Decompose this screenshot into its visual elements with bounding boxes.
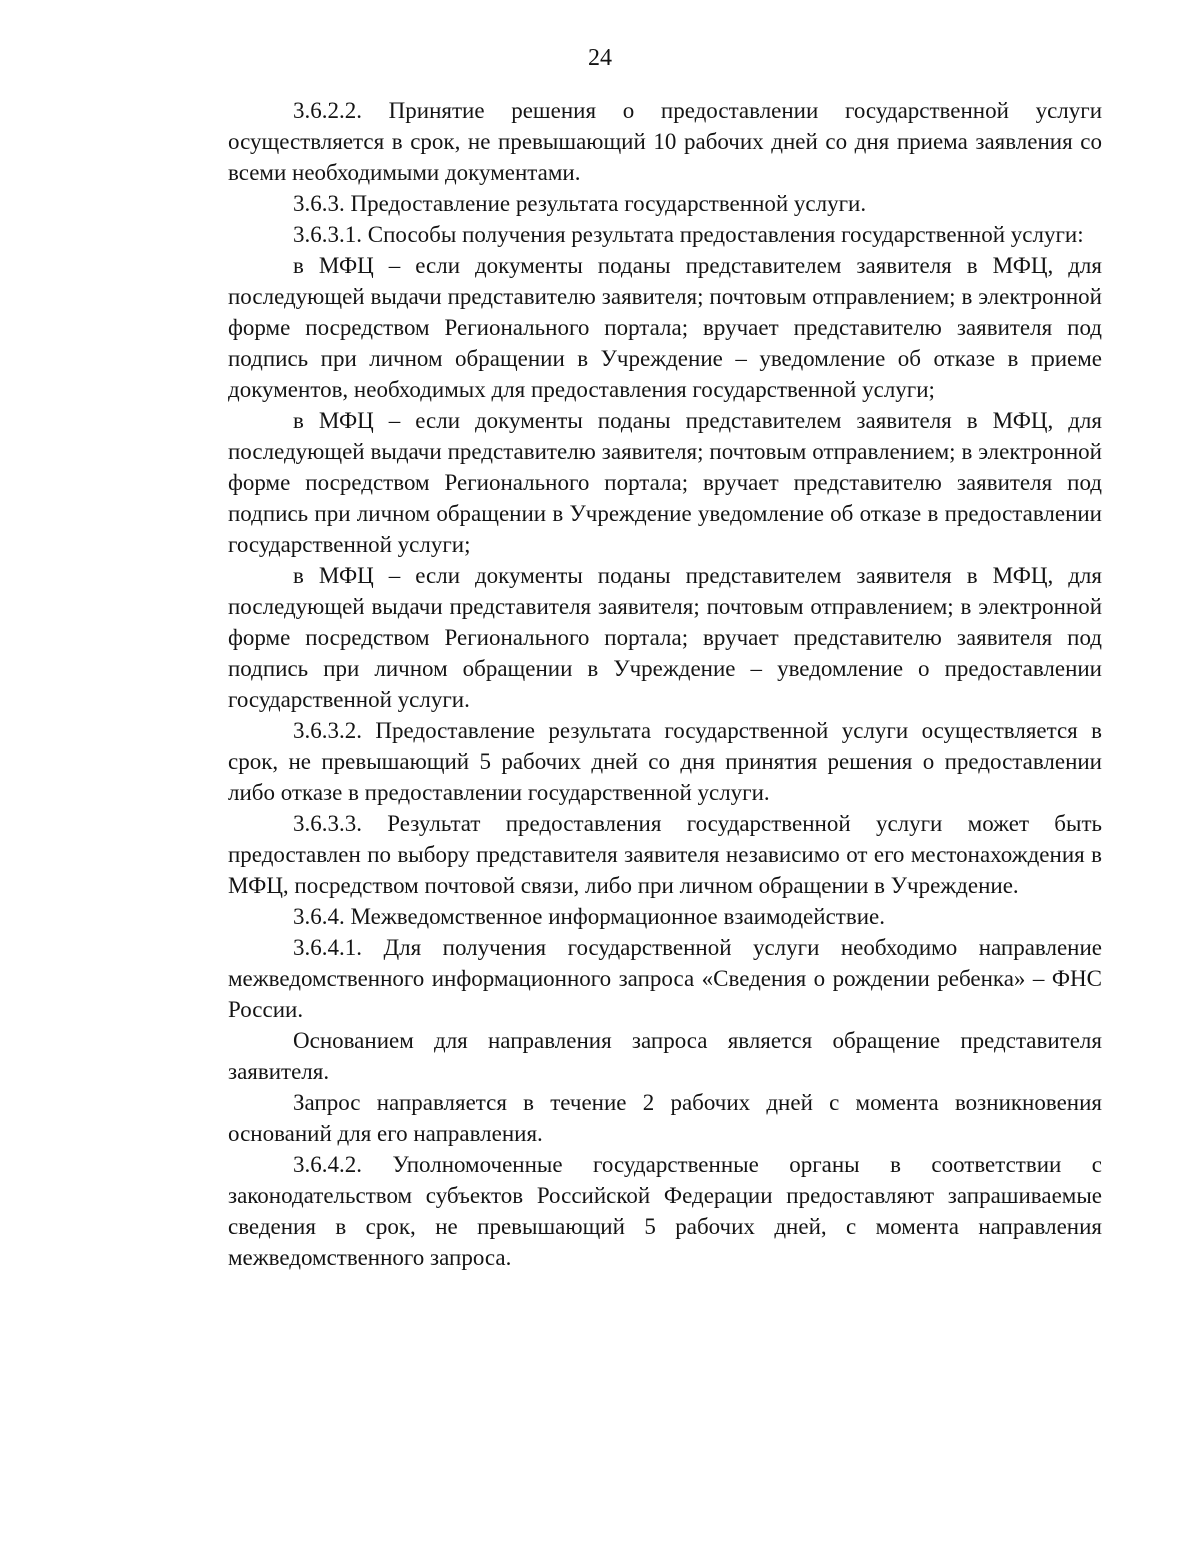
list-item-service-provided: в МФЦ – если документы поданы представителем заявителя в МФЦ, для последующей выдачи представителя заявителя; почтовым отправлением; в электронной форме посредством Регионального портала; вручает представителю заявителя под подпись при личном обращении в Учреждение – уведомление о предоставлении государственной услуги. [228, 563, 1102, 712]
paragraph-3-6-4-2: 3.6.4.2. Уполномоченные государственные органы в соответствии с законодательством субъектов Российской Федерации предоставляют запрашиваемые сведения в срок, не превышающий 5 рабочих дней, с момента направления межведомственного запроса. [228, 1152, 1102, 1270]
paragraph-request-timing: Запрос направляется в течение 2 рабочих дней с момента возникновения оснований для его направления. [228, 1090, 1102, 1146]
page-number: 24 [588, 45, 612, 71]
paragraph-3-6-3-1: 3.6.3.1. Способы получения результата предоставления государственной услуги: [293, 222, 1084, 247]
paragraph-3-6-3: 3.6.3. Предоставление результата государственной услуги. [293, 191, 867, 216]
paragraph-request-basis: Основанием для направления запроса является обращение представителя заявителя. [228, 1028, 1102, 1084]
paragraph-3-6-2-2: 3.6.2.2. Принятие решения о предоставлении государственной услуги осуществляется в срок, не превышающий 10 рабочих дней со дня приема заявления со всеми необходимыми документами. [228, 98, 1102, 185]
paragraph-3-6-4-1: 3.6.4.1. Для получения государственной услуги необходимо направление межведомственного информационного запроса «Сведения о рождении ребенка» – ФНС России. [228, 935, 1102, 1022]
paragraph-3-6-3-3: 3.6.3.3. Результат предоставления государственной услуги может быть предоставлен по выбору представителя заявителя независимо от его местонахождения в МФЦ, посредством почтовой связи, либо при личном обращении в Учреждение. [228, 811, 1102, 898]
paragraph-3-6-3-2: 3.6.3.2. Предоставление результата государственной услуги осуществляется в срок, не превышающий 5 рабочих дней со дня принятия решения о предоставлении либо отказе в предоставлении государственной услуги. [228, 718, 1102, 805]
document-body [228, 95, 1102, 1273]
list-item-refusal-of-documents: в МФЦ – если документы поданы представителем заявителя в МФЦ, для последующей выдачи представителю заявителя; почтовым отправлением; в электронной форме посредством Регионального портала; вручает представителю заявителя под подпись при личном обращении в Учреждение – уведомление об отказе в приеме документов, необходимых для предоставления государственной услуги; [228, 253, 1102, 402]
paragraph-3-6-4: 3.6.4. Межведомственное информационное взаимодействие. [293, 904, 885, 929]
list-item-refusal-of-service: в МФЦ – если документы поданы представителем заявителя в МФЦ, для последующей выдачи представителю заявителя; почтовым отправлением; в электронной форме посредством Регионального портала; вручает представителю заявителя под подпись при личном обращении в Учреждение уведомление об отказе в предоставлении государственной услуги; [228, 408, 1102, 557]
